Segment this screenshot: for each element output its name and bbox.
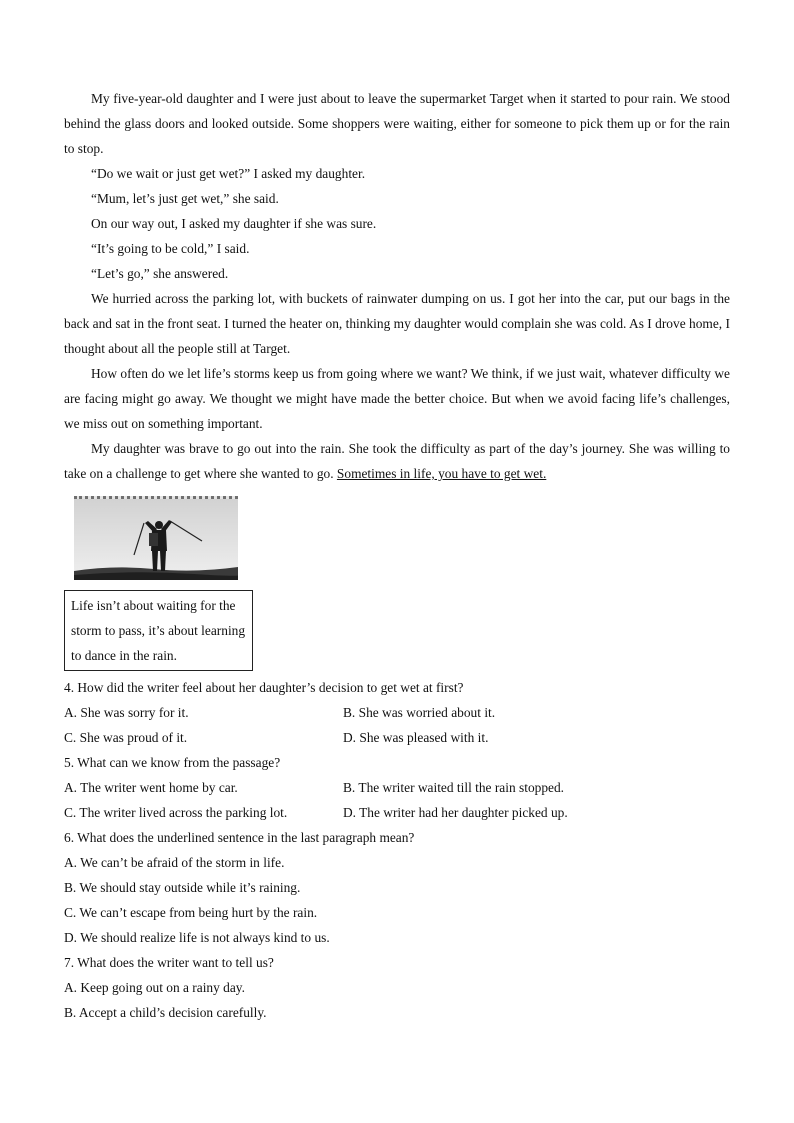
option-b[interactable]: B. She was worried about it. (343, 705, 496, 720)
skier-silhouette-image (74, 499, 238, 580)
option-row (64, 700, 730, 725)
reading-passage (64, 86, 730, 486)
question-4 (64, 675, 730, 750)
option-row (64, 775, 730, 800)
worksheet-page (64, 86, 730, 1025)
option-b[interactable]: B. Accept a child’s decision carefully. (64, 1005, 267, 1020)
option-a[interactable]: A. We can’t be afraid of the storm in life. (64, 855, 285, 870)
question-5 (64, 750, 730, 825)
option-c[interactable]: C. We can’t escape from being hurt by the rain. (64, 905, 318, 920)
last-paragraph-text: My daughter was brave to go out into the rain. She took the difficulty as part of the day’s journey. She was willing to take on a challenge to get where she wanted to go. (64, 441, 730, 481)
option-row (64, 725, 730, 750)
question-stem: 6. What does the underlined sentence in the last paragraph mean? (64, 830, 415, 845)
passage-paragraph: “It’s going to be cold,” I said. (91, 241, 250, 256)
option-a[interactable]: A. Keep going out on a rainy day. (64, 980, 245, 995)
quote-caption-box: Life isn’t about waiting for the storm to pass, it’s about learning to dance in the rain. (64, 590, 253, 671)
question-stem: 4. How did the writer feel about her daughter’s decision to get wet at first? (64, 680, 464, 695)
passage-paragraph: On our way out, I asked my daughter if she was sure. (91, 216, 377, 231)
option-b[interactable]: B. The writer waited till the rain stopped. (343, 780, 565, 795)
passage-paragraph: How often do we let life’s storms keep us from going where we want? We think, if we just wait, whatever difficulty we are facing might go away. We thought we might have made the better choice. But when we avoid facing life’s challenges, we miss out on something important. (64, 366, 730, 431)
option-row (64, 800, 730, 825)
question-stem: 5. What can we know from the passage? (64, 755, 281, 770)
option-c[interactable]: C. She was proud of it. (64, 730, 188, 745)
option-a[interactable]: A. She was sorry for it. (64, 705, 189, 720)
illustration (64, 496, 264, 671)
option-d[interactable]: D. The writer had her daughter picked up. (343, 805, 568, 820)
questions-section (64, 675, 730, 1025)
option-d[interactable]: D. She was pleased with it. (343, 730, 489, 745)
option-d[interactable]: D. We should realize life is not always kind to us. (64, 930, 330, 945)
option-c[interactable]: C. The writer lived across the parking lot. (64, 805, 288, 820)
option-b[interactable]: B. We should stay outside while it’s raining. (64, 880, 301, 895)
question-7 (64, 950, 730, 1025)
passage-last-paragraph (64, 436, 730, 486)
passage-paragraph: “Let’s go,” she answered. (91, 266, 229, 281)
skier-photo (74, 496, 238, 580)
underlined-sentence: Sometimes in life, you have to get wet. (336, 466, 547, 481)
passage-paragraph: We hurried across the parking lot, with buckets of rainwater dumping on us. I got her into the car, put our bags in the back and sat in the front seat. I turned the heater on, thinking my daughter would complain she was cold. As I drove home, I thought about all the people still at Target. (64, 291, 730, 356)
passage-paragraph: “Do we wait or just get wet?” I asked my daughter. (91, 166, 366, 181)
passage-paragraph: My five-year-old daughter and I were just about to leave the supermarket Target when it started to pour rain. We stood behind the glass doors and looked outside. Some shoppers were waiting, either for someone to pick them up or for the rain to stop. (64, 91, 730, 156)
question-6 (64, 825, 730, 950)
passage-paragraph: “Mum, let’s just get wet,” she said. (91, 191, 279, 206)
option-a[interactable]: A. The writer went home by car. (64, 780, 238, 795)
question-stem: 7. What does the writer want to tell us? (64, 955, 274, 970)
